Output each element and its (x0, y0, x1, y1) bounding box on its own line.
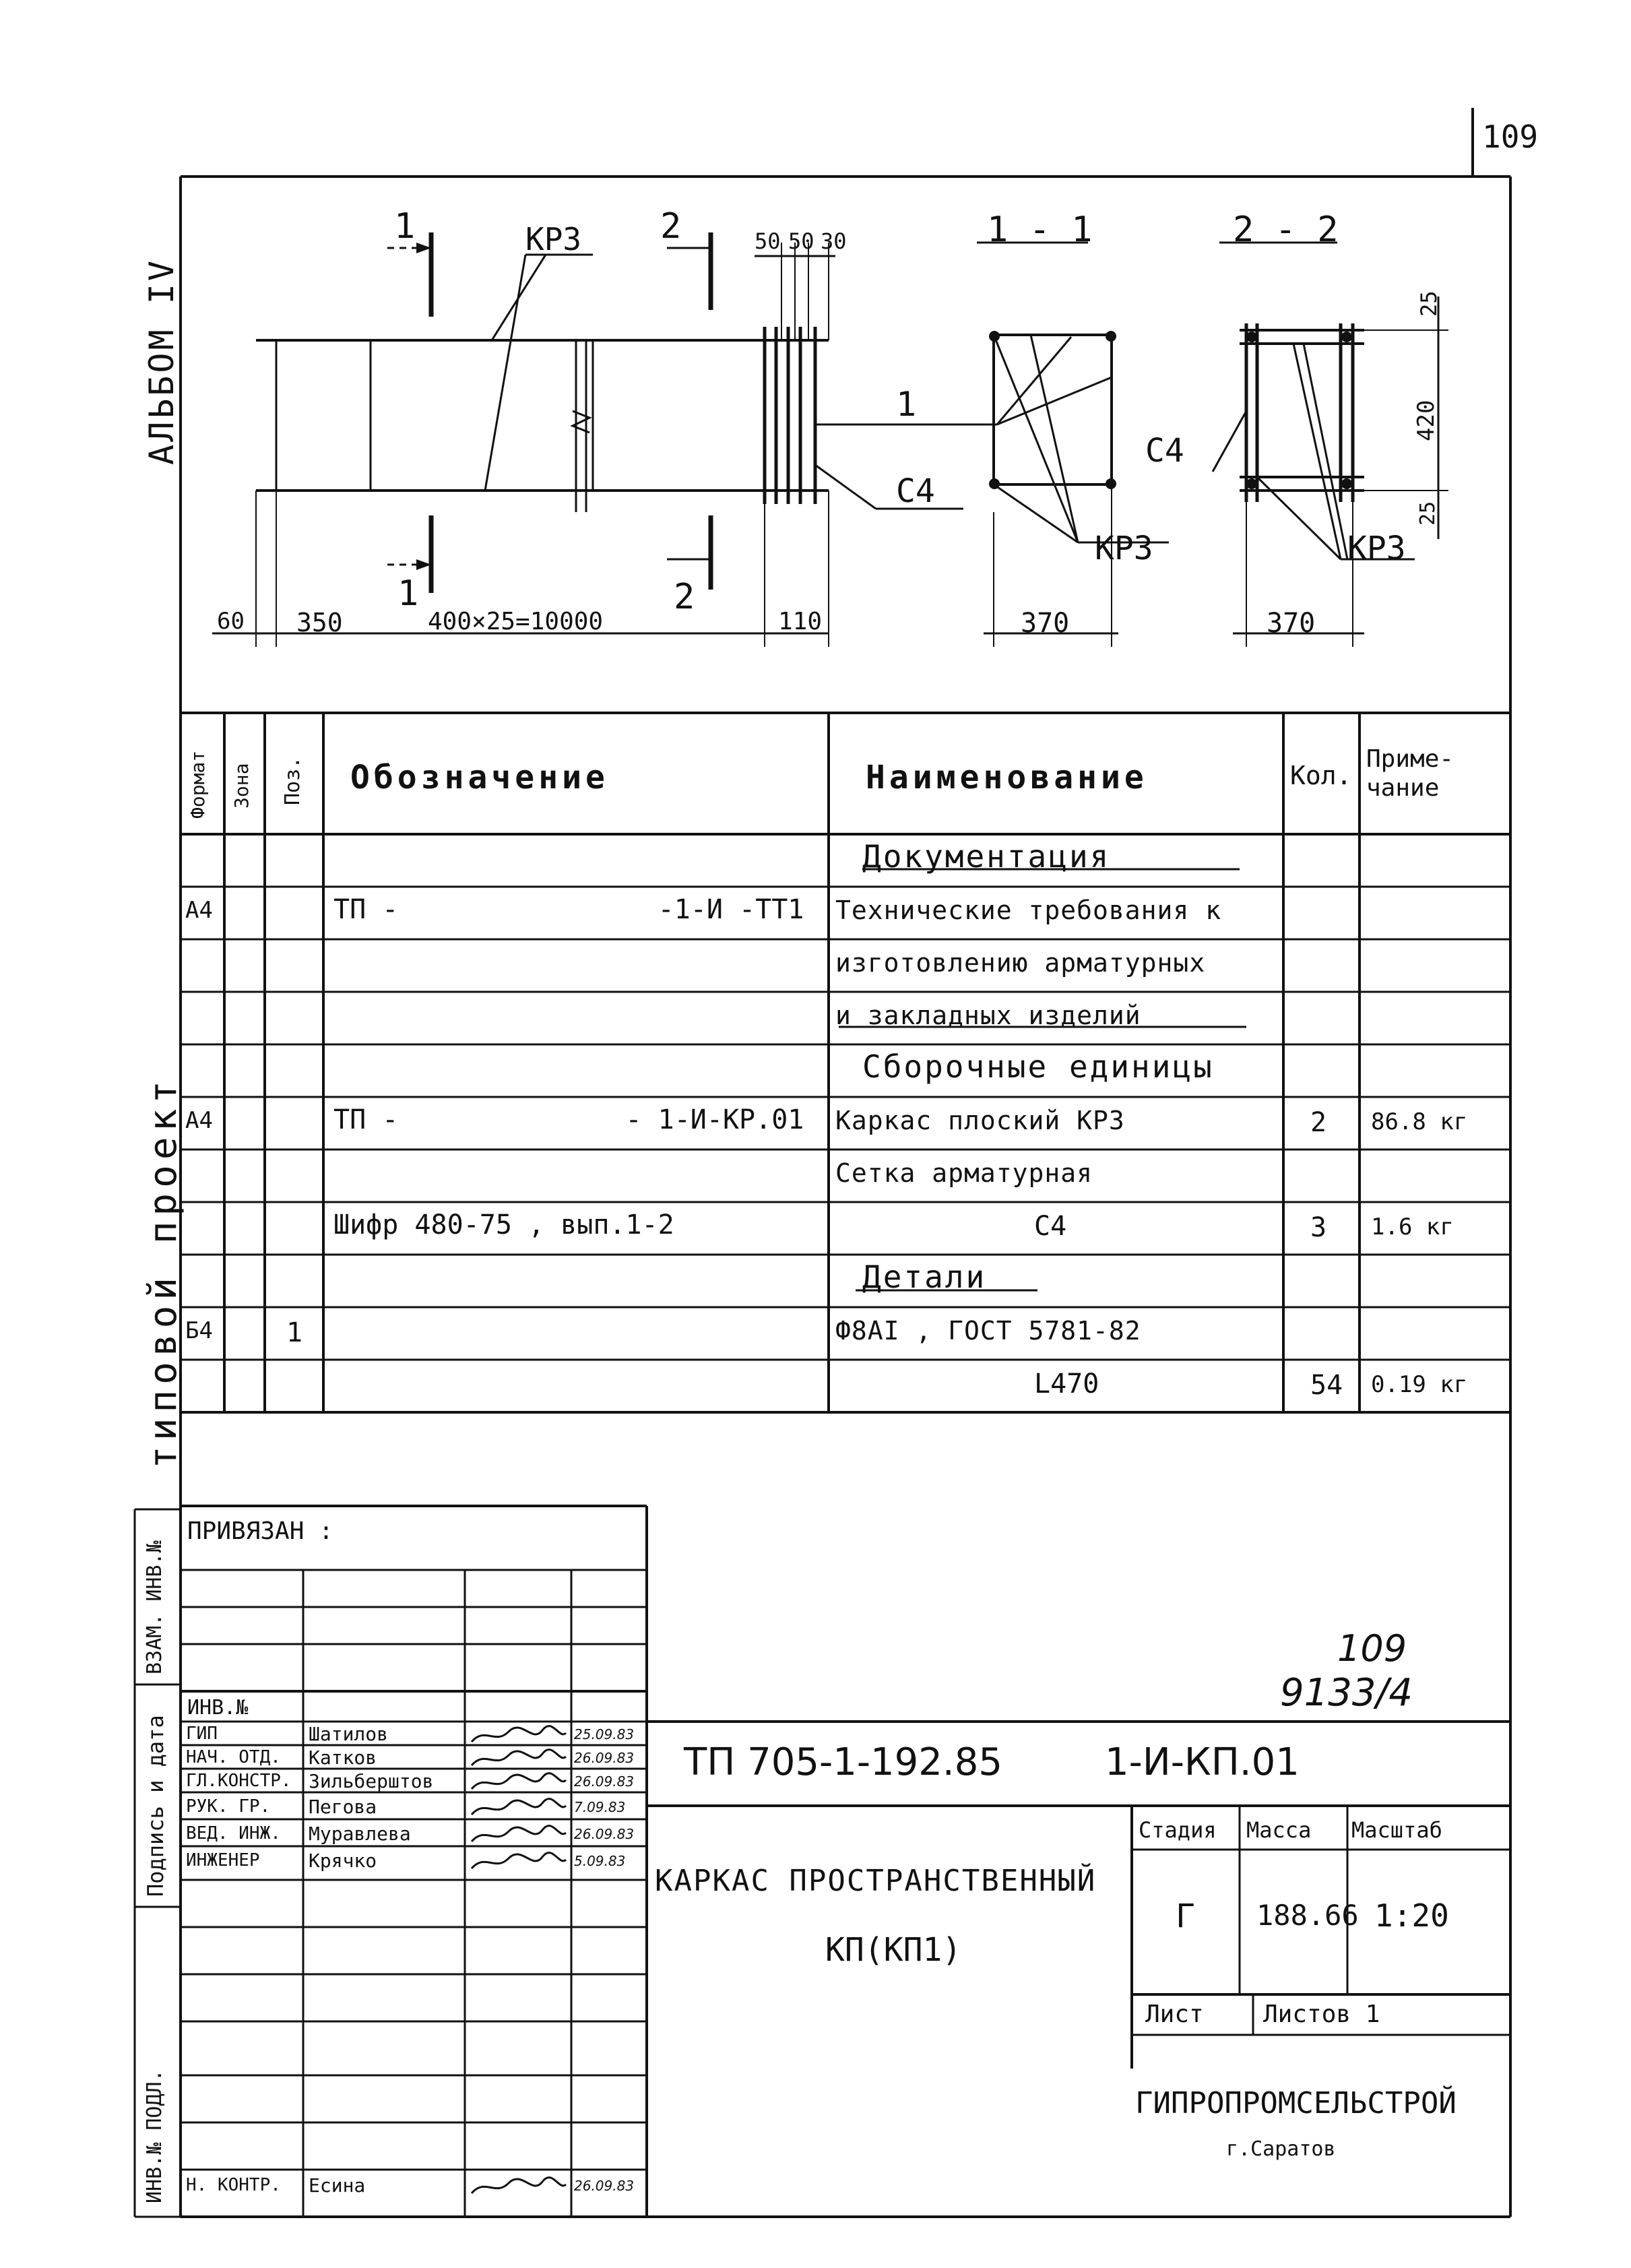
section-1-title: 1 - 1 (987, 210, 1093, 250)
spec-row-heading: Сборочные единицы (862, 1048, 1214, 1085)
side-label-podpis: Подпись и дата (143, 1715, 168, 1897)
spec-row-name: L470 (1034, 1368, 1099, 1399)
spec-row-name: Ф8АI , ГОСТ 5781-82 (835, 1316, 1141, 1346)
ref-number-2: 9133/4 (1280, 1671, 1413, 1715)
sheets-label: Листов 1 (1263, 2001, 1380, 2028)
side-label-album: АЛЬБОМ IV (142, 258, 181, 465)
inv-no-label: ИНВ.№ (187, 1696, 249, 1720)
spec-row-name: Сетка арматурная (835, 1158, 1093, 1188)
spec-row-note: 0.19 кг (1371, 1371, 1468, 1398)
signature-role: ИНЖЕНЕР (186, 1850, 260, 1870)
spec-row-name: Технические требования к (835, 895, 1222, 925)
spec-row-pos: 1 (286, 1317, 303, 1348)
header-qty: Кол. (1290, 761, 1352, 790)
signature-scribble (468, 1749, 569, 1771)
header-note: Приме-чание (1366, 745, 1454, 802)
spec-row-name: и закладных изделий (835, 1001, 1141, 1030)
signature-scribble (468, 2176, 569, 2199)
mass-value: 188.66 (1256, 1899, 1359, 1932)
section-mark-1-bottom: 1 (397, 573, 419, 614)
dim-50b: 50 (788, 228, 814, 254)
section-2-title: 2 - 2 (1233, 210, 1339, 250)
spec-row-format: Б4 (185, 1317, 213, 1344)
side-label-vzam: ВЗАМ. ИНВ.№ (143, 1540, 166, 1674)
spec-row-designation: Шифр 480-75 , вып.1-2 (333, 1209, 674, 1240)
header-designation: Обозначение (350, 759, 609, 796)
side-label-inv-podl: ИНВ.№ ПОДЛ. (143, 2069, 166, 2203)
signature-role: Н. КОНТР. (186, 2175, 281, 2195)
dim-50a: 50 (755, 228, 781, 254)
spec-row-heading: Документация (862, 838, 1111, 875)
dim-350: 350 (296, 608, 343, 637)
header-name: Наименование (866, 759, 1148, 796)
dim-370b: 370 (1267, 608, 1316, 639)
callout-c4-section: С4 (1145, 432, 1184, 470)
kr3-label-top: КР3 (525, 221, 582, 257)
header-format: Формат (187, 750, 209, 819)
stage-value: Г (1176, 1897, 1195, 1935)
section-mark-2-bottom: 2 (674, 577, 695, 617)
signature-name: Катков (309, 1746, 377, 1769)
dim-25a: 25 (1416, 290, 1442, 317)
signature-role: ГИП (186, 1724, 218, 1744)
signature-scribble (468, 1852, 569, 1875)
city: г.Саратов (1226, 2137, 1336, 2161)
doc-code: 1-И-КП.01 (1105, 1740, 1300, 1784)
signature-scribble (468, 1772, 569, 1795)
title-line-1: КАРКАС ПРОСТРАНСТВЕННЫЙ (655, 1864, 1097, 1898)
spec-row-name: С4 (1034, 1211, 1067, 1242)
spec-row-name: изготовлению арматурных (835, 948, 1206, 978)
signature-name: Зильберштов (309, 1770, 434, 1792)
signature-date: 5.09.83 (574, 1853, 626, 1869)
dim-370a: 370 (1021, 608, 1070, 639)
signature-name: Муравлева (309, 1823, 411, 1845)
stage-label: Стадия (1139, 1817, 1217, 1843)
scale-label: Масштаб (1351, 1817, 1442, 1843)
spec-row-qty: 2 (1310, 1107, 1327, 1138)
signature-role: ГЛ.КОНСТР. (186, 1771, 292, 1791)
project-code: ТП 705-1-192.85 (684, 1740, 1002, 1784)
signature-date: 25.09.83 (574, 1726, 635, 1742)
signature-name: Есина (309, 2174, 366, 2197)
signature-name: Шатилов (309, 1723, 389, 1745)
side-label-project: типовой проект (141, 1075, 185, 1469)
privyazan-label: ПРИВЯЗАН : (187, 1517, 333, 1545)
header-pos: Поз. (281, 756, 305, 805)
dim-110: 110 (778, 608, 823, 635)
spec-row-qty: 54 (1310, 1370, 1343, 1401)
dim-25b: 25 (1416, 501, 1440, 526)
signature-scribble (468, 1798, 569, 1821)
spec-row-note: 1.6 кг (1371, 1214, 1454, 1240)
signature-name: Пегова (309, 1796, 377, 1818)
scale-value: 1:20 (1374, 1897, 1449, 1934)
dim-span: 400×25=10000 (428, 608, 604, 635)
signature-date: 26.09.83 (574, 1773, 635, 1790)
dim-30: 30 (821, 228, 847, 254)
header-zone: Зона (230, 763, 253, 809)
section-mark-2-top: 2 (660, 206, 682, 247)
spec-row-name: Каркас плоский КР3 (835, 1106, 1125, 1135)
spec-row-qty: 3 (1310, 1212, 1327, 1243)
spec-row-designation: ТП - -1-И -ТТ1 (333, 894, 804, 925)
signature-scribble (468, 1825, 569, 1848)
spec-row-heading: Детали (862, 1259, 987, 1295)
sheet-label: Лист (1145, 2001, 1204, 2028)
callout-kr3-section1: КР3 (1095, 530, 1153, 567)
sheet-number: 109 (1482, 119, 1539, 155)
callout-c4-main: С4 (896, 472, 935, 510)
title-line-2: КП(КП1) (825, 1931, 962, 1969)
signature-date: 26.09.83 (574, 1750, 635, 1766)
spec-row-format: А4 (185, 1107, 213, 1134)
ref-number-1: 109 (1337, 1627, 1407, 1670)
signature-date: 26.09.83 (574, 1826, 635, 1842)
section-mark-1-top: 1 (394, 206, 416, 247)
spec-row-note: 86.8 кг (1371, 1108, 1468, 1135)
organization: ГИПРОПРОМСЕЛЬСТРОЙ (1135, 2086, 1457, 2120)
mass-label: Масса (1246, 1817, 1312, 1843)
signature-scribble (468, 1725, 569, 1748)
signature-name: Крячко (309, 1850, 377, 1872)
signature-date: 7.09.83 (574, 1799, 626, 1815)
spec-row-format: А4 (185, 897, 213, 924)
signature-date: 26.09.83 (574, 2178, 635, 2194)
spec-row-designation: ТП - - 1-И-КР.01 (333, 1104, 804, 1135)
callout-kr3-section2: КР3 (1347, 530, 1406, 567)
signature-role: НАЧ. ОТД. (186, 1747, 281, 1767)
signature-role: ВЕД. ИНЖ. (186, 1823, 281, 1844)
dim-60: 60 (217, 608, 245, 635)
signature-role: РУК. ГР. (186, 1796, 271, 1817)
callout-1: 1 (896, 385, 917, 424)
dim-420: 420 (1413, 400, 1440, 441)
